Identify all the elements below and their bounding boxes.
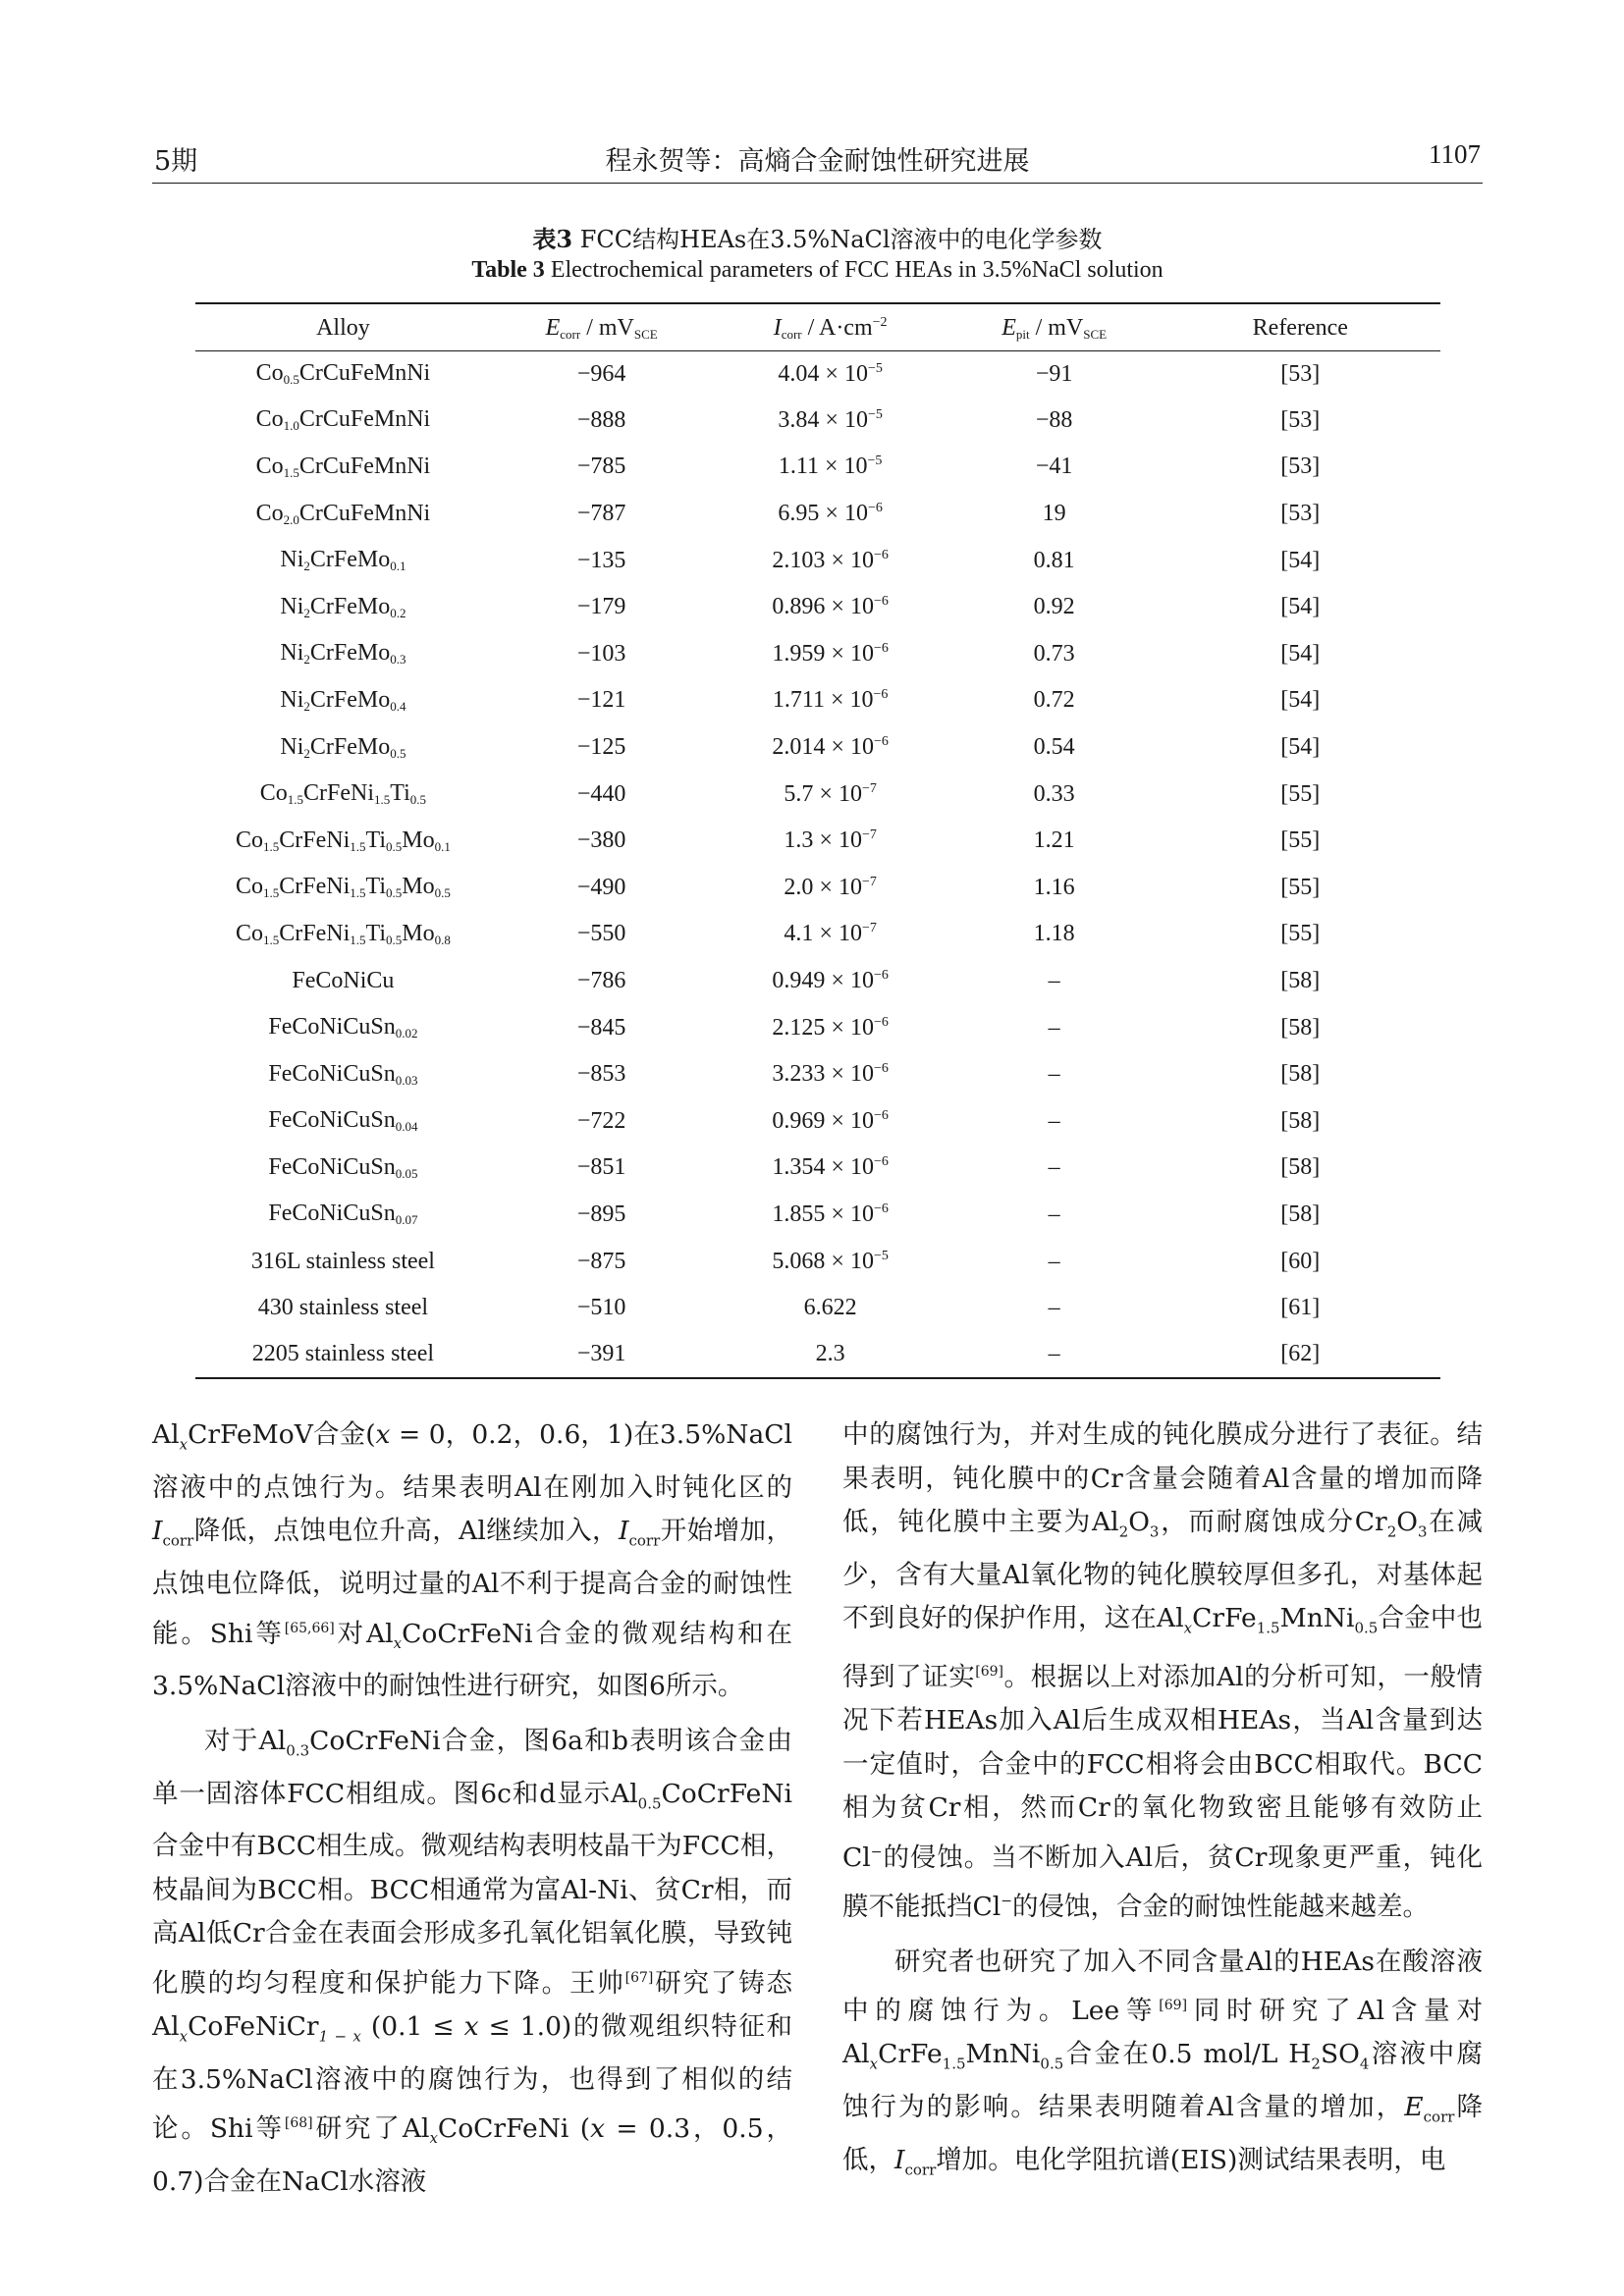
cell-reference: [61] [1280,1295,1321,1321]
cell-icorr: $1.711 \times 10^{-6}$ [772,687,889,714]
cell-ecorr: −845 [576,1014,626,1041]
cell-ecorr: −786 [576,968,626,994]
cell-icorr: $4.1 \times 10^{-7}$ [784,921,877,947]
table-row [195,724,1440,772]
issue-number: 5期 [154,146,198,177]
cell-ecorr: −787 [576,501,626,527]
cell-alloy: FeCoNiCu [292,968,395,994]
cell-reference: [60] [1280,1248,1321,1274]
cell-icorr: $5.068 \times 10^{-5}$ [772,1248,889,1274]
cell-epit: 1.16 [1033,874,1075,900]
cell-ecorr: −964 [576,360,626,387]
cell-ecorr: −125 [576,734,626,761]
page-number: 1107 [1429,139,1481,169]
cell-reference: [54] [1280,594,1321,620]
cell-ecorr: −895 [576,1201,626,1227]
cell-icorr: $4.04 \times 10^{-5}$ [778,360,883,387]
table-row [195,865,1440,912]
body-paragraph: 对于$Al_{0.3}CoCrFeNi$合金，图6a和b表明该合金由单一固溶体FCC相组成。图6c和d显示$Al_{0.5}CoCrFeNi$合金中有BCC相生成。微观结构表明枝晶干为FCC相，枝晶间为BCC相。BCC相通常为富Al-Ni、贫Cr相，而高Al低Cr合金在表面会形成多孔氧化铝氧化膜，导致钝化膜的均匀程度和保护能力下降。王帅[67]研究了铸态$Al_xCoFeNiCr_{1 - x}$ (0.1 ≤ x ≤ 1.0)的微观组织特征和在3.5%NaCl溶液中的腐蚀行为，也得到了相似的结论。Shi等[68]研究了$Al_xCoCrFeNi$ (x = 0.3，0.5，0.7)合金在NaCl水溶液 [152,1725,793,2198]
cell-ecorr: −722 [576,1107,626,1134]
table-row [195,1285,1440,1332]
cell-ecorr: −121 [576,687,626,714]
cell-epit: −41 [1035,454,1073,480]
cell-ecorr: −785 [576,454,626,480]
cell-ecorr: −179 [576,594,626,620]
cell-reference: [58] [1280,1014,1321,1041]
table-row [195,631,1440,678]
cell-ecorr: −490 [576,874,626,900]
cell-epit: −91 [1035,360,1073,387]
cell-ecorr: −550 [576,921,626,947]
cell-alloy: $Ni_2CrFeMo_{0.1}$ [280,547,406,574]
cell-alloy: $Co_{1.5}CrFeNi_{1.5}Ti_{0.5}Mo_{0.5}$ [235,874,451,901]
cell-epit: – [1048,1201,1060,1227]
table-title-english: Electrochemical parameters of FCC HEAs in 3.5%NaCl solution [550,257,1164,283]
cell-epit: 0.72 [1033,687,1075,714]
table-row [195,911,1440,958]
table-row [195,1145,1440,1192]
cell-icorr: $0.969 \times 10^{-6}$ [772,1107,889,1134]
cell-alloy: $Co_{2.0}CrCuFeMnNi$ [255,500,431,527]
table-title-chinese: FCC结构HEAs在3.5%NaCl溶液中的电化学参数 [579,226,1103,253]
cell-ecorr: −391 [491,1331,713,1378]
cell-epit: – [1048,1248,1060,1274]
running-header [152,137,1483,184]
body-paragraph: $Al_xCrFeMoV$合金(x = 0，0.2，0.6，1)在3.5%NaCl溶液中的点蚀行为。结果表明Al在刚加入时钝化区的$I_{corr}$降低，点蚀电位升高，Al继续加入，$I_{corr}$开始增加，点蚀电位降低，说明过量的Al不利于提高合金的耐蚀性能。Shi等[65,66]对$Al_xCoCrFeNi$合金的微观结构和在3.5%NaCl溶液中的耐蚀性进行研究，如图6所示。 [152,1419,792,1702]
cell-epit: – [1048,1061,1060,1088]
body-text-left-column [152,1414,792,2205]
cell-epit: – [948,1331,1161,1378]
cell-ecorr: −853 [576,1061,626,1088]
cell-epit: 19 [1042,501,1066,527]
cell-reference: [54] [1280,734,1321,761]
cell-ecorr: −510 [576,1295,626,1321]
cell-epit: 0.73 [1033,640,1075,667]
cell-reference: [58] [1280,1107,1321,1134]
table-row [195,491,1440,538]
table-row [195,818,1440,865]
cell-alloy: $Co_{1.0}CrCuFeMnNi$ [255,406,431,434]
cell-epit: – [1048,1014,1060,1041]
cell-alloy: FeCoNiCuSn$_{0.02}$ [268,1014,418,1041]
cell-alloy: FeCoNiCuSn$_{0.03}$ [268,1060,418,1088]
body-paragraph: 中的腐蚀行为，并对生成的钝化膜成分进行了表征。结果表明，钝化膜中的Cr含量会随着Al含量的增加而降低，钝化膜中主要为$Al_2O_3$，而耐腐蚀成分$Cr_2O_3$在减少，含有大量Al氧化物的钝化膜较厚但多孔，对基体起不到良好的保护作用，这在$Al_xCrFe_{1.5}MnNi_{0.5}$合金中也得到了证实[69]。根据以上对添加Al的分析可知，一般情况下若HEAs加入Al后生成双相HEAs，当Al含量到达一定值时，合金中的FCC相将会由BCC相取代。BCC相为贫Cr相，然而Cr的氧化物致密且能够有效防止Cl−的侵蚀。当不断加入Al后，贫Cr现象更严重，钝化膜不能抵挡Cl−的侵蚀，合金的耐蚀性能越来越差。 [842,1419,1483,1923]
cell-icorr: $3.233 \times 10^{-6}$ [772,1061,889,1088]
body-paragraph: 研究者也研究了加入不同含量Al的HEAs在酸溶液中的腐蚀行为。Lee等[69]同时研究了Al含量对$Al_xCrFe_{1.5}MnNi_{0.5}$合金在0.5 mol/L $H_2SO_4$溶液中腐蚀行为的影响。结果表明随着Al含量的增加，$E_{corr}$降低，$I_{corr}$增加。电化学阻抗谱(EIS)测试结果表明，电 [842,1946,1483,2179]
cell-epit: −88 [1035,406,1073,433]
column-header-reference: Reference [1161,303,1440,350]
cell-icorr: $2.0 \times 10^{-7}$ [784,874,877,900]
table-row [195,1192,1440,1239]
cell-reference: [58] [1280,1154,1321,1181]
table-label-chinese: 表3 [532,225,573,253]
cell-icorr: $1.959 \times 10^{-6}$ [772,640,889,667]
cell-reference: [54] [1280,687,1321,714]
cell-reference: [58] [1280,1201,1321,1227]
cell-icorr: 6.622 [803,1295,857,1321]
cell-epit: – [1048,1295,1060,1321]
table-row [195,537,1440,584]
table-row [195,1004,1440,1051]
cell-icorr: $2.125 \times 10^{-6}$ [772,1014,889,1041]
table-row [195,958,1440,1005]
cell-ecorr: −380 [576,828,626,854]
cell-reference: [54] [1280,640,1321,667]
cell-reference: [53] [1280,406,1321,433]
cell-icorr: $3.84 \times 10^{-5}$ [778,406,883,433]
cell-alloy: 2205 stainless steel [195,1331,491,1378]
cell-icorr: $6.95 \times 10^{-6}$ [778,501,883,527]
cell-icorr: $2.014 \times 10^{-6}$ [772,734,889,761]
table-header-row [195,303,1440,350]
table-caption-english [152,257,1483,284]
table-caption-chinese [152,220,1483,254]
cell-alloy: FeCoNiCuSn$_{0.07}$ [268,1201,418,1228]
column-header-icorr: $I_{corr} / A\cdot cm^{-2}$ [713,303,948,350]
cell-alloy: FeCoNiCuSn$_{0.05}$ [268,1153,418,1181]
table-row [195,444,1440,491]
cell-icorr: $1.3 \times 10^{-7}$ [784,828,877,854]
table-row [195,1238,1440,1285]
cell-epit: 1.18 [1033,921,1075,947]
cell-icorr: $0.949 \times 10^{-6}$ [772,968,889,994]
cell-alloy: $Ni_2CrFeMo_{0.3}$ [280,640,406,667]
body-text-right-column [842,1414,1483,2192]
cell-epit: 0.54 [1033,734,1075,761]
cell-alloy: $Co_{1.5}CrFeNi_{1.5}Ti_{0.5}$ [259,780,427,808]
cell-alloy: $Ni_2CrFeMo_{0.4}$ [280,686,406,714]
cell-reference: [55] [1280,921,1321,947]
cell-alloy: $Co_{1.5}CrCuFeMnNi$ [255,453,431,480]
table-row [195,1331,1440,1378]
cell-icorr: $0.896 \times 10^{-6}$ [772,594,889,620]
column-header-ecorr: $E_{corr} / mV_{SCE}$ [491,303,713,350]
table-row [195,398,1440,445]
table-row [195,584,1440,631]
cell-icorr: 2.3 [713,1331,948,1378]
cell-alloy: $Co_{1.5}CrFeNi_{1.5}Ti_{0.5}Mo_{0.1}$ [235,827,451,854]
cell-reference: [53] [1280,454,1321,480]
cell-reference: [55] [1280,874,1321,900]
electrochemical-parameters-table [195,302,1440,1379]
table-row [195,677,1440,724]
cell-reference: [53] [1280,501,1321,527]
cell-reference: [54] [1280,547,1321,573]
table-row [195,350,1440,398]
cell-ecorr: −440 [576,780,626,807]
cell-icorr: $2.103 \times 10^{-6}$ [772,547,889,573]
cell-icorr: $1.11 \times 10^{-5}$ [778,454,883,480]
cell-alloy: $Ni_2CrFeMo_{0.5}$ [280,733,406,761]
cell-reference: [62] [1161,1331,1440,1378]
table-label-english: Table 3 [471,257,545,283]
table-row [195,771,1440,818]
cell-icorr: $1.354 \times 10^{-6}$ [772,1154,889,1181]
cell-epit: 0.33 [1033,780,1075,807]
cell-epit: – [1048,1107,1060,1134]
cell-epit: – [1048,968,1060,994]
cell-alloy: $Ni_2CrFeMo_{0.2}$ [280,593,406,620]
cell-ecorr: −875 [576,1248,626,1274]
cell-alloy: 316L stainless steel [250,1248,435,1274]
cell-reference: [55] [1280,828,1321,854]
cell-ecorr: −135 [576,547,626,573]
cell-reference: [55] [1280,780,1321,807]
cell-alloy: FeCoNiCuSn$_{0.04}$ [268,1107,418,1135]
cell-icorr: $5.7 \times 10^{-7}$ [784,780,877,807]
column-header-epit: $E_{pit} / mV_{SCE}$ [948,303,1161,350]
cell-alloy: 430 stainless steel [257,1295,429,1321]
cell-epit: 0.81 [1033,547,1075,573]
table-row [195,1051,1440,1098]
cell-epit: 1.21 [1033,828,1075,854]
table-row [195,1098,1440,1146]
cell-reference: [58] [1280,1061,1321,1088]
cell-epit: – [1048,1154,1060,1181]
cell-epit: 0.92 [1033,594,1075,620]
cell-ecorr: −888 [576,406,626,433]
cell-icorr: $1.855 \times 10^{-6}$ [772,1201,889,1227]
cell-ecorr: −851 [576,1154,626,1181]
cell-reference: [58] [1280,968,1321,994]
cell-ecorr: −103 [576,640,626,667]
column-header-alloy: Alloy [195,303,491,350]
running-title: 程永贺等：高熵合金耐蚀性研究进展 [605,146,1030,177]
table-body [195,350,1440,1378]
cell-alloy: $Co_{0.5}CrCuFeMnNi$ [255,360,431,388]
cell-alloy: $Co_{1.5}CrFeNi_{1.5}Ti_{0.5}Mo_{0.8}$ [235,920,451,947]
cell-reference: [53] [1280,360,1321,387]
